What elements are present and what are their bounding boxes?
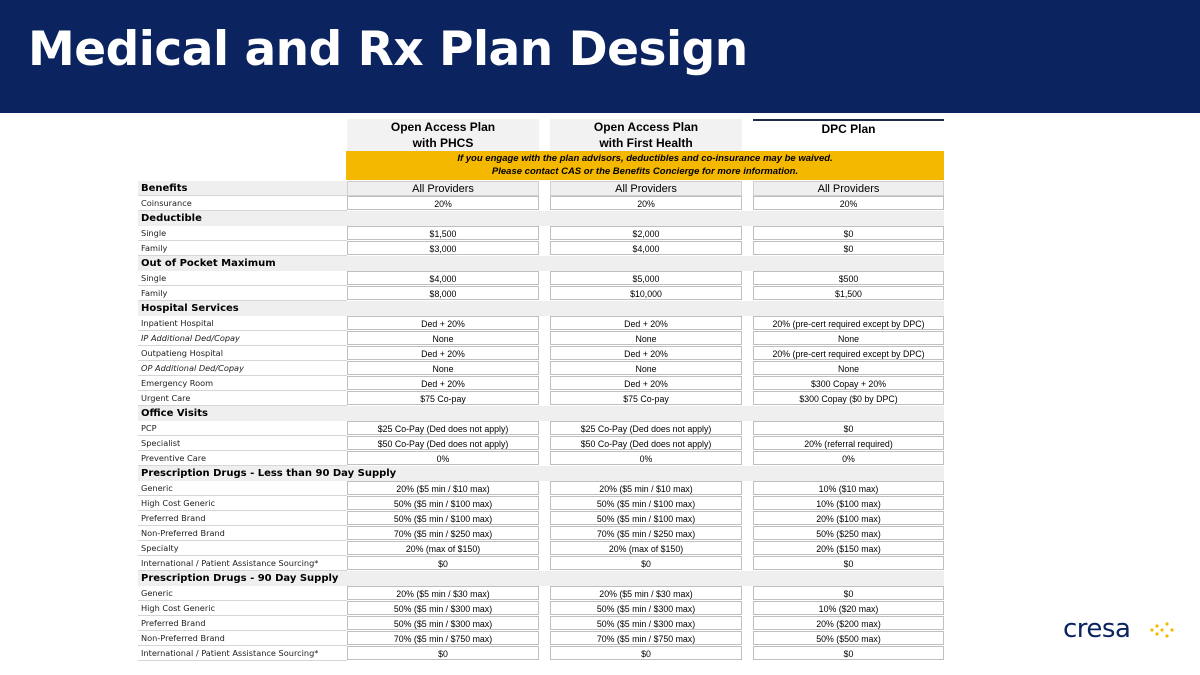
table-cell: 70% ($5 min / $750 max) (347, 631, 539, 645)
table-cell: All Providers (753, 181, 944, 196)
table-cell: 20% ($100 max) (753, 511, 944, 525)
table-cell: $0 (753, 646, 944, 660)
table-cell: $300 Copay + 20% (753, 376, 944, 390)
row-label: Benefits (138, 181, 347, 196)
table-cell: 0% (753, 451, 944, 465)
table-cell: $0 (550, 646, 742, 660)
benefits-header-row (138, 181, 944, 196)
table-cell: 20% ($5 min / $30 max) (347, 586, 539, 600)
table-cell: 20% ($5 min / $10 max) (347, 481, 539, 495)
row-label: OP Additional Ded/Copay (138, 361, 347, 376)
table-cell: 50% ($5 min / $300 max) (347, 616, 539, 630)
table-cell: 20% (550, 196, 742, 210)
row-label: Preventive Care (138, 451, 347, 466)
section-header-row (138, 301, 944, 316)
table-row (138, 316, 944, 331)
table-row (138, 436, 944, 451)
row-label: Single (138, 226, 347, 241)
table-cell: 50% ($5 min / $100 max) (550, 496, 742, 510)
row-label: International / Patient Assistance Sourcing* (138, 556, 347, 571)
table-cell: 70% ($5 min / $250 max) (347, 526, 539, 540)
table-cell: $0 (753, 241, 944, 255)
table-cell: $75 Co-pay (550, 391, 742, 405)
table-cell: 20% (pre-cert required except by DPC) (753, 316, 944, 330)
table-cell: $0 (753, 586, 944, 600)
table-cell: 20% (max of $150) (550, 541, 742, 555)
table-cell: None (550, 331, 742, 345)
page-title: Medical and Rx Plan Design (28, 22, 748, 77)
section-label: Prescription Drugs - 90 Day Supply (141, 573, 339, 584)
table-cell: None (753, 361, 944, 375)
table-row (138, 481, 944, 496)
table-row (138, 286, 944, 301)
table-cell: 70% ($5 min / $750 max) (550, 631, 742, 645)
plan-header-line2: with First Health (599, 136, 693, 150)
table-row (138, 361, 944, 376)
section-header-row (138, 466, 944, 481)
row-label: Generic (138, 481, 347, 496)
table-cell: $0 (347, 556, 539, 570)
table-cell: 20% (max of $150) (347, 541, 539, 555)
table-row (138, 511, 944, 526)
plan-header-phcs (347, 119, 539, 151)
row-label: Non-Preferred Brand (138, 526, 347, 541)
section-label: Out of Pocket Maximum (141, 258, 276, 269)
section-label: Deductible (141, 213, 202, 224)
section-header-row (138, 571, 944, 586)
table-cell: 50% ($5 min / $100 max) (550, 511, 742, 525)
table-row (138, 646, 944, 661)
table-cell: $10,000 (550, 286, 742, 300)
table-cell: Ded + 20% (550, 376, 742, 390)
table-cell: $0 (753, 421, 944, 435)
table-cell: $5,000 (550, 271, 742, 285)
table-cell: 50% ($250 max) (753, 526, 944, 540)
row-label: Urgent Care (138, 391, 347, 406)
table-row (138, 556, 944, 571)
table-row (138, 586, 944, 601)
row-label: PCP (138, 421, 347, 436)
section-header-row (138, 211, 944, 226)
row-label: Inpatient Hospital (138, 316, 347, 331)
table-cell: $4,000 (347, 271, 539, 285)
row-label: Coinsurance (138, 196, 347, 211)
table-row (138, 526, 944, 541)
table-cell: Ded + 20% (347, 346, 539, 360)
table-cell: $0 (347, 646, 539, 660)
row-label: Non-Preferred Brand (138, 631, 347, 646)
table-row (138, 241, 944, 256)
cresa-logo: cresa (1063, 614, 1131, 644)
row-label: Generic (138, 586, 347, 601)
row-label: Preferred Brand (138, 616, 347, 631)
section-label: Prescription Drugs - Less than 90 Day Supply (141, 468, 397, 479)
banner-line2: Please contact CAS or the Benefits Concierge for more information. (491, 165, 799, 177)
table-cell: $75 Co-pay (347, 391, 539, 405)
table-cell: 20% (347, 196, 539, 210)
table-row (138, 346, 944, 361)
table-cell: $8,000 (347, 286, 539, 300)
plan-header-line1: DPC Plan (821, 122, 876, 136)
row-label: Specialty (138, 541, 347, 556)
table-row (138, 631, 944, 646)
table-cell: $0 (550, 556, 742, 570)
table-cell: $25 Co-Pay (Ded does not apply) (550, 421, 742, 435)
table-cell: 10% ($100 max) (753, 496, 944, 510)
table-row (138, 376, 944, 391)
table-cell: 20% ($5 min / $10 max) (550, 481, 742, 495)
table-cell: $4,000 (550, 241, 742, 255)
table-row (138, 391, 944, 406)
plan-header-dpc (753, 119, 944, 154)
table-row (138, 616, 944, 631)
table-cell: 0% (347, 451, 539, 465)
table-row (138, 271, 944, 286)
row-label: Family (138, 286, 347, 301)
table-cell: None (347, 361, 539, 375)
table-cell: 0% (550, 451, 742, 465)
table-cell: Ded + 20% (347, 316, 539, 330)
row-label: Specialist (138, 436, 347, 451)
table-cell: 20% ($5 min / $30 max) (550, 586, 742, 600)
table-cell: $0 (753, 556, 944, 570)
table-cell: 50% ($5 min / $300 max) (550, 616, 742, 630)
table-cell: All Providers (347, 181, 539, 196)
table-row (138, 226, 944, 241)
advisor-banner (346, 151, 944, 180)
plan-header-line1: Open Access Plan (390, 120, 496, 134)
row-label: IP Additional Ded/Copay (138, 331, 347, 346)
table-row (138, 541, 944, 556)
table-cell: $50 Co-Pay (Ded does not apply) (347, 436, 539, 450)
row-label: Outpatieng Hospital (138, 346, 347, 361)
plan-header-line2: with PHCS (412, 136, 474, 150)
table-cell: $3,000 (347, 241, 539, 255)
table-row (138, 331, 944, 346)
table-cell: 50% ($5 min / $300 max) (550, 601, 742, 615)
row-label: International / Patient Assistance Sourcing* (138, 646, 347, 661)
row-label: Single (138, 271, 347, 286)
row-label: Emergency Room (138, 376, 347, 391)
table-cell: 20% (753, 196, 944, 210)
table-cell: $1,500 (347, 226, 539, 240)
table-cell: All Providers (550, 181, 742, 196)
table-cell: 20% (referral required) (753, 436, 944, 450)
table-cell: $1,500 (753, 286, 944, 300)
table-cell: Ded + 20% (347, 376, 539, 390)
table-cell: $300 Copay ($0 by DPC) (753, 391, 944, 405)
section-label: Hospital Services (141, 303, 239, 314)
table-cell: 70% ($5 min / $250 max) (550, 526, 742, 540)
plan-header-line1: Open Access Plan (593, 120, 699, 134)
section-header-row (138, 406, 944, 421)
table-row (138, 496, 944, 511)
row-label: Family (138, 241, 347, 256)
section-header-row (138, 256, 944, 271)
table-cell: 10% ($10 max) (753, 481, 944, 495)
plan-header-first-health (550, 119, 742, 151)
table-cell: 20% ($200 max) (753, 616, 944, 630)
table-cell: 50% ($5 min / $100 max) (347, 511, 539, 525)
table-row (138, 601, 944, 616)
title-bar (0, 0, 1200, 113)
section-label: Office Visits (141, 408, 208, 419)
table-cell: 10% ($20 max) (753, 601, 944, 615)
table-cell: $500 (753, 271, 944, 285)
cresa-dots-logo-icon (1148, 620, 1174, 640)
table-cell: $2,000 (550, 226, 742, 240)
banner-line1: If you engage with the plan advisors, deductibles and co-insurance may be waived. (457, 153, 833, 164)
table-cell: 50% ($5 min / $300 max) (347, 601, 539, 615)
row-label: High Cost Generic (138, 496, 347, 511)
table-cell: $0 (753, 226, 944, 240)
row-label: Preferred Brand (138, 511, 347, 526)
table-row (138, 196, 944, 211)
table-cell: None (550, 361, 742, 375)
table-cell: 50% ($5 min / $100 max) (347, 496, 539, 510)
table-cell: $25 Co-Pay (Ded does not apply) (347, 421, 539, 435)
table-cell: 20% ($150 max) (753, 541, 944, 555)
table-cell: Ded + 20% (550, 346, 742, 360)
table-row (138, 421, 944, 436)
table-cell: None (753, 331, 944, 345)
table-cell: Ded + 20% (550, 316, 742, 330)
table-cell: None (347, 331, 539, 345)
row-label: High Cost Generic (138, 601, 347, 616)
table-cell: $50 Co-Pay (Ded does not apply) (550, 436, 742, 450)
table-cell: 50% ($500 max) (753, 631, 944, 645)
table-row (138, 451, 944, 466)
table-cell: 20% (pre-cert required except by DPC) (753, 346, 944, 360)
